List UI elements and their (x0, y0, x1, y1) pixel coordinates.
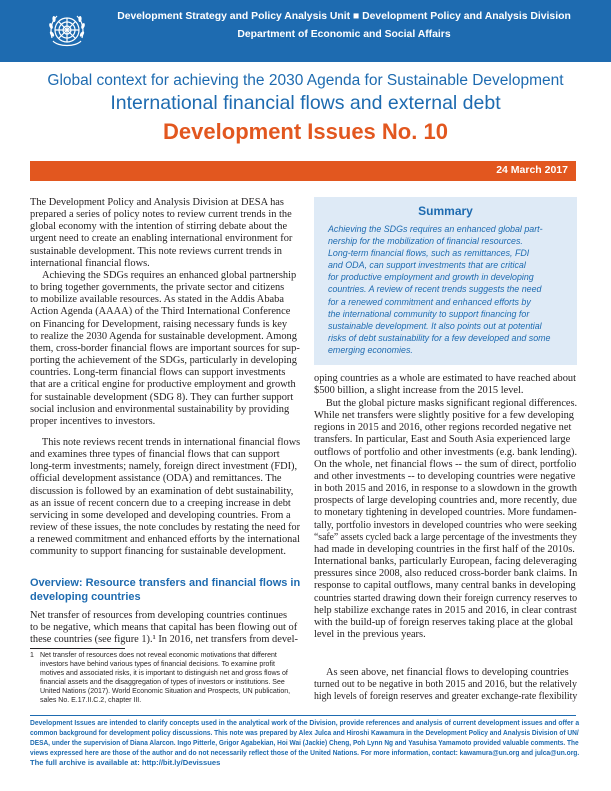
text-line: and other investments -- to developing countries were negative (314, 470, 576, 482)
text-line: official development assistance (ODA) and remittances. The (30, 473, 282, 485)
title-global-context: Global context for achieving the 2030 Agenda for Sustainable Development (47, 72, 564, 89)
summary-line: emerging economies. (328, 344, 413, 355)
text-line: international financial flows. (30, 257, 150, 269)
right-para-2 (314, 398, 577, 641)
footnote-number: 1 (30, 652, 34, 659)
bottom-note-line: common background for development policy discussions. This note was prepared by Alex Julca and Hiroshi Kawamura in the Development Policy and Analysis Division of UN/ (30, 728, 579, 738)
footnote-line: United Nations (2017). World Economic Situation and Prospects, UN publication, (40, 687, 291, 695)
text-line: While net transfers were slightly positive for a few developing (314, 410, 574, 422)
page-title: Development Issues No. 10 (163, 119, 448, 144)
text-line: International banks, particularly European, facing deleveraging (314, 556, 577, 568)
text-line: prepared a series of policy notes to review current trends in the (30, 209, 292, 221)
text-line: a renewed commitment and enhanced efforts by the international (30, 534, 300, 546)
footnote-line: Net transfer of resources does not reveal economic motivations that different (40, 652, 277, 659)
text-line: had made in developing countries in the first half of the 2010s. (314, 543, 575, 555)
text-line: proper incentives to investors. (30, 415, 156, 427)
summary-line: and ODA, can support investments that are critical (328, 260, 526, 271)
un-emblem-icon (44, 8, 90, 54)
footnote-body (40, 652, 302, 705)
title-subject: International financial flows and external debt (110, 92, 501, 114)
date-bar (30, 161, 576, 181)
text-line: prospects of large developing countries and, more recently, due (314, 495, 577, 507)
summary-box (314, 197, 577, 365)
text-line: high levels of foreign reserves and greater exchange-rate flexibility (314, 691, 578, 703)
text-line: to be negative, which means that capital has been flowing out of (30, 622, 298, 634)
text-line: countries started drawing down their foreign currency reserves to (314, 592, 578, 604)
text-line: long-term investments; namely, foreign direct investment (FDI), (30, 461, 298, 473)
text-line: on Financing for Development, raising necessary funds is key (30, 318, 288, 330)
left-para-2 (30, 270, 300, 428)
text-line: “safe” assets cycled back a large percentage of the investments they (314, 531, 577, 543)
summary-line: nership for the mobilization of financial resources. (328, 236, 523, 247)
section-heading-overview (30, 577, 300, 604)
text-line: social inclusion and environmental sustainability by providing (30, 403, 290, 415)
text-line: Action Agenda (AAAA) of the Third International Conference (30, 306, 291, 318)
text-line: oping countries as a whole are estimated to have reached about (314, 373, 576, 384)
bottom-note (30, 718, 579, 768)
text-line: As seen above, net financial flows to developing countries (326, 667, 569, 678)
text-line: these countries (see figure 1).¹ In 2016, net transfers from devel- (30, 634, 298, 646)
text-line: sustainable development. This note reviews current trends in (30, 245, 283, 257)
footnote-line: sales No. E.17.II.C.2, chapter III. (40, 696, 142, 704)
text-line: review of these issues, the note concludes by restating the need for (30, 522, 300, 534)
text-line: as an issue of recent concern due to a creeping increase in debt (30, 497, 291, 509)
bottom-note-line: Development Issues are intended to clarify concepts used in the analytical work of the Division, provide references and analysis of current development issues and offer a (30, 718, 580, 727)
summary-text (328, 223, 568, 356)
bottom-note-line: views expressed here are those of the author and do not necessarily reflect those of the United Nations. For more information, contact: kawamura@un.org and julca@un.org. (30, 748, 580, 758)
text-line: servicing in some developed and developing countries. From a (30, 509, 291, 521)
section-heading-line: Overview: Resource transfers and financial flows in (30, 577, 301, 589)
text-line: pressures since 2008, also reduced cross-border bank claims. In (314, 568, 578, 580)
text-line: tally, portfolio investors in developed countries who were seeking (314, 519, 577, 531)
text-line: response to capital outflows, many central banks in developing (314, 580, 576, 592)
text-line: and examines three types of financial flows that can support (30, 449, 280, 461)
bottom-note-line: DESA, under the supervision of Diana Alarcon. Ingo Pitterle, Grigor Agabekian, Hoi Wai (Jackie) Cheng, Poh Lynn Ng and Yasuhisa Yamamoto provided valuable comments. The (30, 738, 579, 748)
footnote-divider (30, 648, 125, 649)
section-heading-line: developing countries (30, 590, 141, 603)
text-line: for sustainable development (SDG 8). They can further support (30, 391, 294, 403)
text-line: with the build-up of foreign reserves taking place at the global (314, 616, 574, 628)
text-line: This note reviews recent trends in international financial flows (41, 437, 301, 448)
text-line: countries. Long-term financial flows can support investments (30, 367, 286, 379)
summary-line: risks of debt sustainability for a few developed and some (328, 332, 551, 343)
summary-line: Long-term financial flows, such as remittances, FDI (328, 248, 530, 259)
bottom-note-line: The full archive is available at: http://bit.ly/Devissues (30, 758, 221, 768)
text-line: outflows of portfolio and other investments (e.g. bank lending). (314, 446, 578, 458)
text-line: urgent need to create an enabling international environment for (30, 233, 293, 245)
right-para-3 (314, 667, 577, 703)
header-band (0, 0, 611, 62)
footnote-line: investors have behind various types of financial decisions. To examine profit (40, 660, 275, 668)
text-line: to bring together governments, the private sector and citizens (30, 282, 285, 294)
summary-heading: Summary (418, 204, 473, 218)
right-para-1 (314, 373, 577, 397)
left-para-4 (30, 610, 300, 646)
summary-line: the international community to support financing for (328, 308, 530, 319)
text-line: to realize the 2030 Agenda for sustainable development. Among (30, 330, 297, 342)
text-line: that are a critical engine for productive employment and growth (30, 379, 296, 391)
summary-line: for productive employment and growth in developing (328, 272, 534, 283)
left-para-1 (30, 197, 300, 270)
text-line: transfers. In particular, East and South Asia experienced large (314, 434, 571, 446)
footnote-line: motives and associated risks, it is important to distinguish net and gross flows of (40, 669, 288, 677)
header-unit-division: Development Strategy and Policy Analysis Unit ■ Development Policy and Analysis Division (117, 11, 571, 22)
summary-line: Achieving the SDGs requires an enhanced global part- (328, 224, 543, 234)
text-line: turned out to be negative in both 2015 and 2016, but the relatively (314, 679, 578, 691)
text-line: $500 billion, a slight increase from the 2015 level. (314, 385, 524, 397)
text-line: discussion is followed by an examination of debt sustainability, (30, 485, 294, 497)
summary-line: for a renewed commitment and enhanced efforts by (328, 296, 531, 307)
text-line: in both 2015 and 2016, in response to a slowdown in the growth (314, 483, 577, 495)
summary-line: sustainable development. It also points out at potential (328, 320, 542, 331)
bottom-divider (30, 715, 576, 716)
text-line: community to support financing for sustainable development. (30, 546, 286, 558)
text-line: Net transfer of resources from developing countries continues (30, 610, 288, 621)
left-para-3 (30, 437, 300, 559)
text-line: help stabilize exchange rates in 2015 and 2016, in clear contrast (314, 604, 577, 616)
text-line: On the whole, net financial flows -- the sum of direct, portfolio (314, 458, 577, 470)
text-line: to mobilize available resources. As stated in the Addis Ababa (30, 294, 284, 306)
text-line: level in the previous years. (314, 628, 426, 640)
text-line: them, cross-border financial flows are important sources for sup- (30, 342, 300, 354)
summary-line: countries. A review of recent trends suggests the need (328, 284, 542, 295)
text-line: But the global picture masks significant regional differences. (325, 398, 578, 409)
footnote-line: financial assets and the disaggregation of types of investors or institutions. See (40, 678, 285, 686)
text-line: porting the achievement of the SDGs, particularly in developing (30, 355, 297, 367)
text-line: Achieving the SDGs requires an enhanced global partnership (42, 270, 297, 281)
header-department: Department of Economic and Social Affairs (237, 29, 451, 40)
publication-date: 24 March 2017 (496, 164, 568, 176)
text-line: The Development Policy and Analysis Division at DESA has (30, 197, 284, 208)
text-line: to monetary tightening in developed countries. More fundamen- (314, 507, 577, 519)
text-line: regions in 2015 and 2016, other regions recorded negative net (314, 422, 572, 434)
text-line: global economy with the intention of stirring debate about the (30, 221, 288, 233)
